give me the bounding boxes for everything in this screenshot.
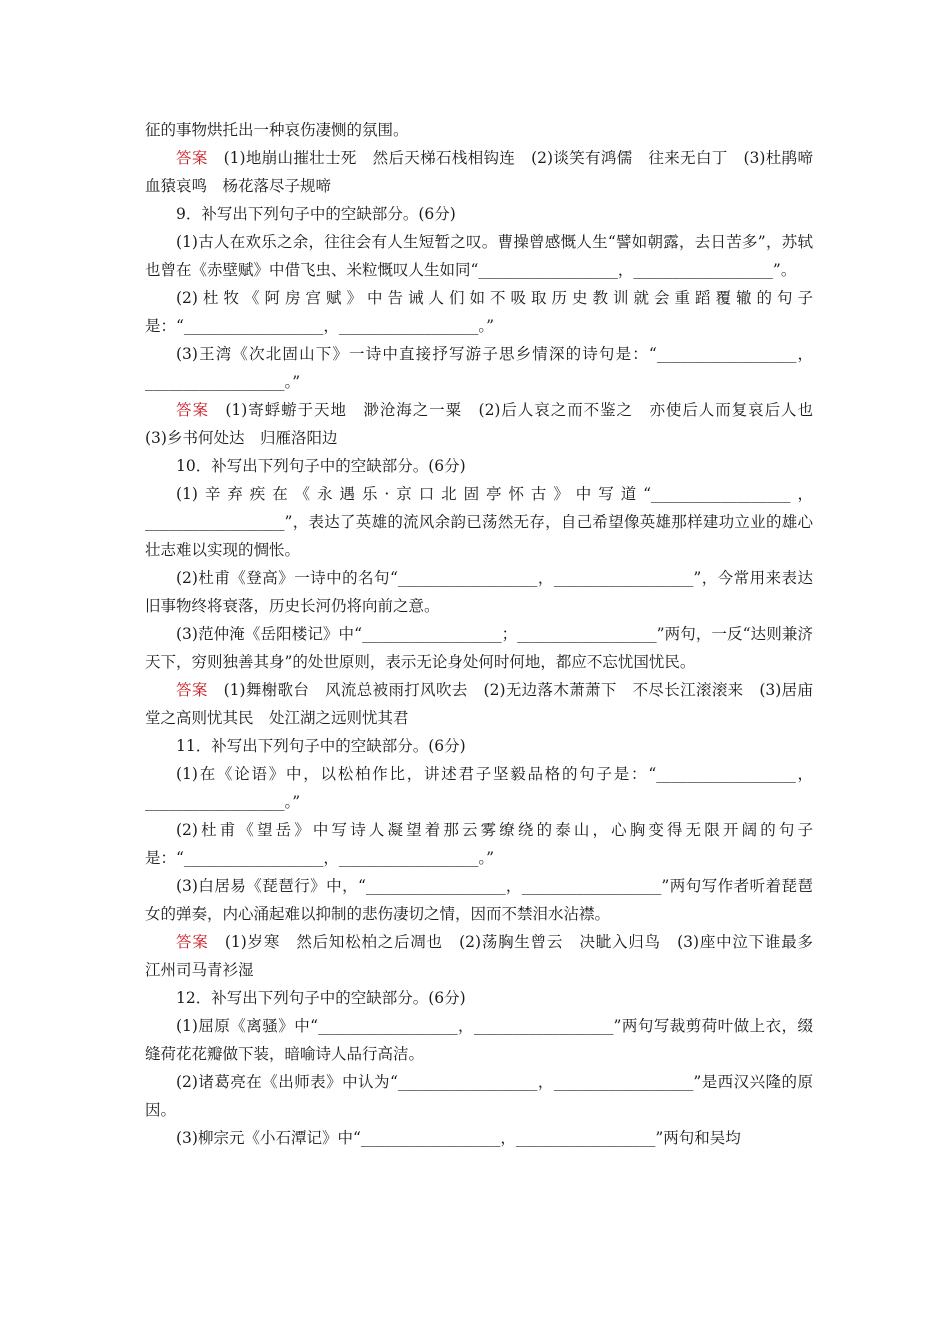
- q10-part1: (1)辛弃疾在《永遇乐·京口北固亭怀古》中写道“__________________，__________________”，表达了英雄的流风余韵已荡然无存，自己希望像英雄那样建功立业的雄心壮志难以实现的惆怅。: [145, 485, 813, 559]
- q12-title: 12．补写出下列句子中的空缺部分。(6分): [176, 989, 466, 1007]
- q11-title: 11．补写出下列句子中的空缺部分。(6分): [176, 737, 466, 755]
- q8-answer-text: (1)地崩山摧壮士死 然后天梯石栈相钩连 (2)谈笑有鸿儒 往来无白丁 (3)杜鹃啼血猿哀鸣 杨花落尽子规啼: [145, 149, 813, 195]
- q11-part1: (1)在《论语》中，以松柏作比，讲述君子坚毅品格的句子是：“__________________，__________________。”: [145, 765, 813, 811]
- q10-part2: (2)杜甫《登高》一诗中的名句“__________________，__________________”，今常用来表达旧事物终将衰落，历史长河仍将向前之意。: [145, 569, 813, 615]
- q11-answer-text: (1)岁寒 然后知松柏之后凋也 (2)荡胸生曾云 决眦入归鸟 (3)座中泣下谁最多 江州司马青衫湿: [145, 933, 829, 979]
- q12-part3: (3)柳宗元《小石潭记》中“__________________，__________________”两句和吴均: [176, 1129, 741, 1147]
- q9-answer-text: (1)寄蜉蝣于天地 渺沧海之一粟 (2)后人哀之而不鉴之 亦使后人而复哀后人也 (3)乡书何处达 归雁洛阳边: [145, 401, 829, 447]
- q9-part1: (1)古人在欢乐之余，往往会有人生短暂之叹。曹操曾感慨人生“譬如朝露，去日苦多”，苏轼也曾在《赤壁赋》中借飞虫、米粒慨叹人生如同“__________________，__________________”。: [145, 233, 813, 279]
- answer-tag: 答案: [176, 149, 208, 167]
- q10-title: 10．补写出下列句子中的空缺部分。(6分): [176, 457, 466, 475]
- q12-part1: (1)屈原《离骚》中“__________________，__________________”两句写裁剪荷叶做上衣，缀缝荷花花瓣做下装，暗喻诗人品行高洁。: [145, 1017, 813, 1063]
- q9-part2: (2)杜牧《阿房宫赋》中告诫人们如不吸取历史教训就会重蹈覆辙的句子是：“__________________，__________________。”: [145, 289, 813, 335]
- q11-answer: [145, 928, 829, 984]
- answer-tag: 答案: [176, 681, 208, 699]
- q8-answer: [145, 144, 813, 200]
- q9-title: 9．补写出下列句子中的空缺部分。(6分): [176, 205, 456, 223]
- document-page: [145, 116, 829, 1152]
- q12-part2: (2)诸葛亮在《出师表》中认为“__________________，__________________”是西汉兴隆的原因。: [145, 1073, 813, 1119]
- q9-answer: [145, 396, 829, 452]
- q10-part3: (3)范仲淹《岳阳楼记》中“__________________；__________________”两句，一反“达则兼济天下，穷则独善其身”的处世原则，表示无论身处何时何地，都应不忘忧国忧民。: [145, 625, 813, 671]
- q10-answer: [145, 676, 813, 732]
- answer-tag: 答案: [176, 933, 209, 951]
- q11-part2: (2)杜甫《望岳》中写诗人凝望着那云雾缭绕的泰山，心胸变得无限开阔的句子是：“__________________，__________________。”: [145, 821, 813, 867]
- q9-part3: (3)王湾《次北固山下》一诗中直接抒写游子思乡情深的诗句是：“__________________，__________________。”: [145, 345, 813, 391]
- q11-part3: (3)白居易《琵琶行》中，“__________________，__________________”两句写作者听着琵琶女的弹奏，内心涌起难以抑制的悲伤凄切之情，因而不禁泪水沾襟。: [145, 877, 813, 923]
- intro-tail-paragraph: 征的事物烘托出一种哀伤凄恻的氛围。: [145, 121, 409, 139]
- answer-tag: 答案: [176, 401, 209, 419]
- q10-answer-text: (1)舞榭歌台 风流总被雨打风吹去 (2)无边落木萧萧下 不尽长江滚滚来 (3)居庙堂之高则忧其民 处江湖之远则忧其君: [145, 681, 813, 727]
